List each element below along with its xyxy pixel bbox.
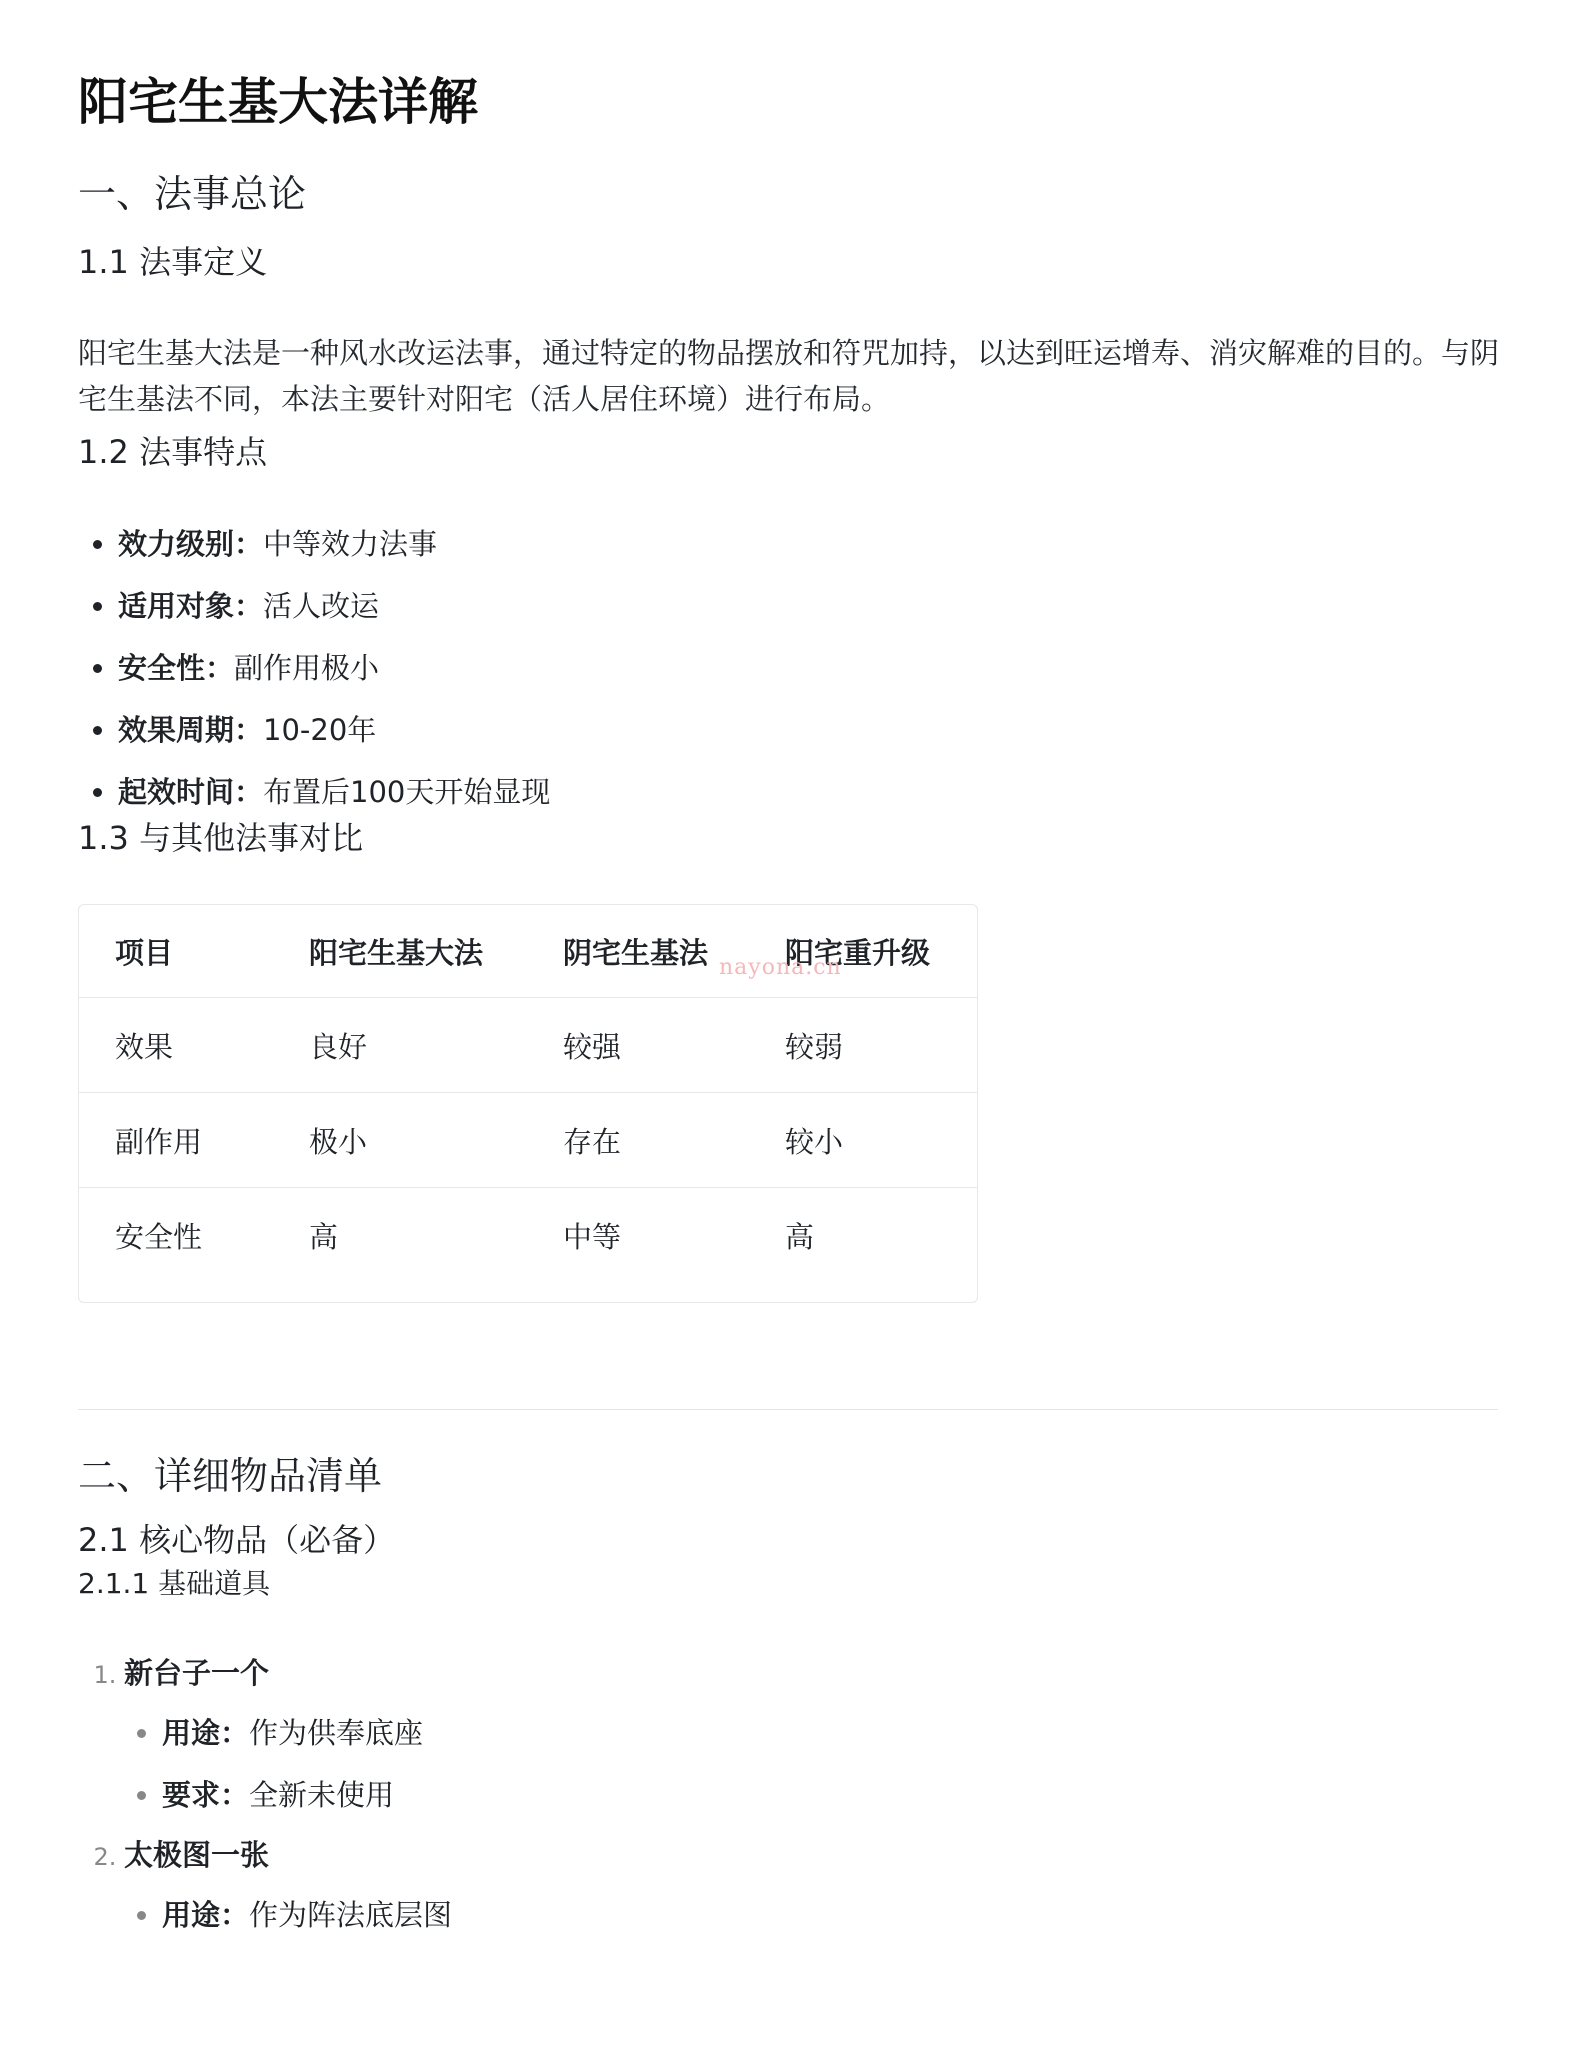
table-cell: 中等 [563, 1219, 622, 1254]
item-title: 新台子一个 [124, 1655, 270, 1690]
table-cell: 安全性 [115, 1219, 203, 1254]
list-item [162, 1775, 1504, 1815]
feature-value: 活人改运 [263, 589, 380, 624]
subsection-heading-features: 1.2 法事特点 [78, 433, 268, 472]
subsection-heading-core-items: 2.1 核心物品（必备） [78, 1520, 396, 1559]
feature-label: 适用对象： [118, 589, 264, 624]
table-cell: 良好 [273, 998, 527, 1093]
list-item [162, 1895, 1504, 1935]
items-list [78, 1653, 1504, 1935]
feature-label: 效果周期： [118, 713, 264, 748]
table-cell: 存在 [527, 1093, 749, 1188]
list-item [118, 648, 1504, 688]
list-item [118, 772, 1504, 812]
detail-value: 作为供奉底座 [249, 1715, 424, 1750]
table-header-cell: 阳宅生基大法 [273, 905, 527, 998]
feature-label: 安全性： [118, 651, 235, 686]
feature-label: 起效时间： [118, 775, 264, 810]
comparison-table [79, 905, 977, 1282]
table-row [79, 1093, 977, 1188]
table-cell: 效果 [79, 998, 273, 1093]
definition-paragraph: 阳宅生基大法是一种风水改运法事，通过特定的物品摆放和符咒加持，以达到旺运增寿、消灾解难的目的。与阴宅生基法不同，本法主要针对阳宅（活人居住环境）进行布局。 [78, 335, 1500, 416]
page-title: 阳宅生基大法详解 [78, 73, 478, 131]
feature-value: 副作用极小 [234, 651, 380, 686]
feature-value: 中等效力法事 [263, 527, 438, 562]
section-heading-1: 一、法事总论 [78, 172, 307, 216]
list-item [118, 524, 1504, 564]
feature-label: 效力级别： [118, 527, 264, 562]
table-row [79, 998, 977, 1093]
detail-value: 作为阵法底层图 [249, 1897, 453, 1932]
section-heading-2: 二、详细物品清单 [78, 1454, 383, 1499]
subsection-heading-definition: 1.1 法事定义 [78, 242, 268, 281]
list-item [118, 586, 1504, 626]
detail-label: 要求： [162, 1777, 250, 1812]
feature-value: 10-20年 [263, 713, 377, 748]
table-row [79, 1188, 977, 1283]
table-cell: 高 [309, 1219, 339, 1254]
subsubsection-heading-basic-tools: 2.1.1 基础道具 [78, 1566, 271, 1600]
feature-value: 布置后100天开始显现 [263, 775, 551, 810]
table-cell: 较强 [527, 998, 749, 1093]
table-cell: 高 [785, 1219, 815, 1254]
detail-value: 全新未使用 [249, 1777, 395, 1812]
table-cell: 较弱 [749, 998, 977, 1093]
features-list [78, 524, 1504, 812]
item-title: 太极图一张 [124, 1837, 270, 1872]
list-item [118, 710, 1504, 750]
detail-label: 用途： [162, 1715, 250, 1750]
item-details [124, 1895, 1504, 1935]
list-item [124, 1835, 1504, 1935]
table-header-cell: 阴宅生基法 [527, 905, 749, 998]
table-cell: 较小 [749, 1093, 977, 1188]
comparison-table-container [78, 904, 978, 1303]
detail-label: 用途： [162, 1897, 250, 1932]
watermark: nayona.cn [719, 955, 842, 981]
table-cell: 副作用 [79, 1093, 273, 1188]
table-header-cell: 项目 [79, 905, 273, 998]
list-item [124, 1653, 1504, 1815]
item-details [124, 1713, 1504, 1815]
table-cell: 极小 [273, 1093, 527, 1188]
table-header-row [79, 905, 977, 998]
table-header-cell: 阳宅重升级 [749, 905, 977, 998]
list-item [162, 1713, 1504, 1753]
subsection-heading-comparison: 1.3 与其他法事对比 [78, 819, 364, 858]
section-divider [78, 1409, 1498, 1410]
